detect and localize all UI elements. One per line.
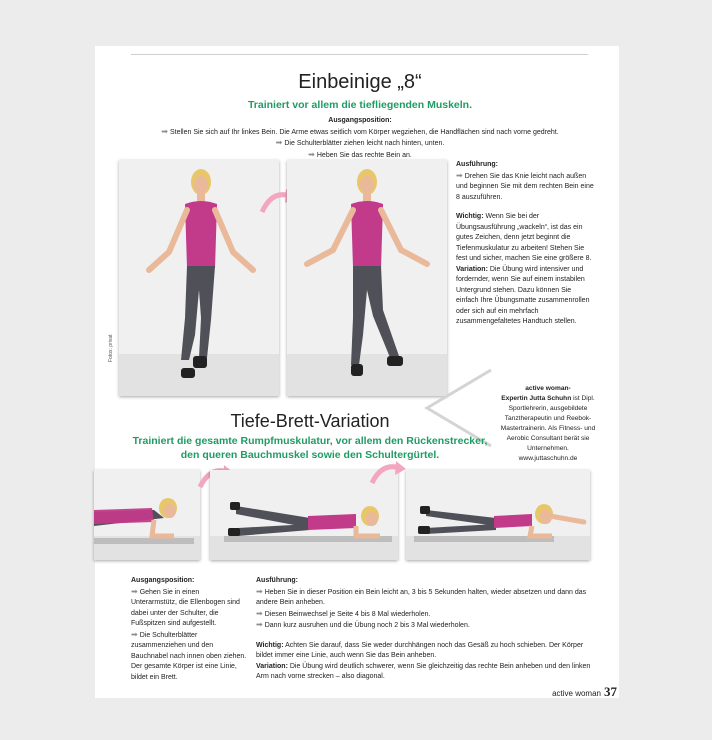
section1-start-block	[110, 116, 610, 161]
arrow-right-icon: ➡	[308, 149, 315, 159]
section1-start-line: ➡ Stellen Sie sich auf Ihr linkes Bein. Die Arme etwas seitlich vom Körper wegziehen, die Handflächen sind nach vorne gedreht.	[161, 126, 559, 136]
section1-wichtig: Wichtig: Wenn Sie bei der Übungsausführung „wackeln“, ist das ein gutes Zeichen, denn jetzt beginnt die Tiefenmuskulatur zu arbeiten! Stehen Sie fest und sicher, machen Sie eine größere 8.	[456, 213, 592, 262]
expert-bio	[494, 384, 602, 464]
section2-wichtig: Wichtig: Achten Sie darauf, dass Sie weder durchhängen noch das Gesäß zu hoch schieben. Der Körper bildet immer eine Linie, auch wenn Sie das Bein anheben.	[256, 641, 584, 659]
section2-exec-block	[256, 576, 592, 683]
photo-plank-1	[94, 470, 200, 560]
section2-start-block	[131, 576, 247, 683]
arrow-right-icon: ➡	[161, 126, 168, 136]
page-footer	[552, 684, 617, 700]
bio-url: www.juttaschuhn.de	[518, 455, 578, 462]
section1-title: Einbeinige „8“	[298, 71, 422, 93]
section1-start-line: ➡ Die Schulterblätter ziehen leicht nach hinten, unten.	[275, 138, 445, 147]
pink-arrow-icon	[368, 458, 408, 486]
section2-exec-line: ➡ Dann kurz ausruhen und die Übung noch 2 bis 3 Mal wiederholen.	[256, 620, 470, 629]
section2-start-text1: ➡ Gehen Sie in einen Unterarmstütz, die Ellenbogen sind dabei unter der Schulter, die Fußspitzen sind aufgestellt.	[131, 586, 240, 627]
photo-standing-1	[119, 160, 279, 396]
section1-subtitle: Trainiert vor allem die tiefliegenden Muskeln.	[247, 99, 473, 111]
section1-exec-block	[456, 160, 594, 328]
section1-exec-heading: Ausführung:	[456, 161, 498, 168]
arrow-right-icon: ➡	[131, 629, 138, 639]
footer-magazine: active woman	[552, 689, 601, 698]
arrow-right-icon: ➡	[275, 138, 283, 147]
arrow-right-icon: ➡	[131, 586, 138, 596]
photo-standing-2	[287, 160, 447, 396]
arrow-right-icon: ➡	[256, 620, 263, 629]
section1-exec-text: ➡ Drehen Sie das Knie leicht nach außen und beginnen Sie mit dem rechten Bein eine 8 auszuführen.	[456, 170, 594, 201]
section2-subtitle: Trainiert die gesamte Rumpfmuskulatur, vor allem den Rückenstrecker, den queren Bauchmuskel sowie den Schultergürtel.	[132, 435, 488, 461]
bio-line1: active woman-	[525, 385, 571, 392]
arrow-right-icon: ➡	[256, 608, 263, 618]
section2-exec-line: ➡ Heben Sie in dieser Position ein Bein leicht an, 3 bis 5 Sekunden halten, wieder absetzen und dann das andere Bein anheben.	[256, 586, 587, 606]
arrow-right-icon: ➡	[256, 586, 263, 596]
top-rule	[131, 54, 588, 55]
section1-variation: Variation: Die Übung wird intensiver und fordernder, wenn Sie auf einem instabilen Untergrund stehen. Dazu können Sie einfach Ihre Übungsmatte zusammenrollen oder sich auf ein mehrfach zusammengefaltetes Handtuch stellen.	[456, 265, 590, 325]
section2-exec-heading: Ausführung:	[256, 577, 298, 584]
section1-start-heading: Ausgangsposition:	[328, 117, 392, 124]
section2-variation: Variation: Die Übung wird deutlich schwerer, wenn Sie gleichzeitig das rechte Bein anheben und den linken Arm nach vorne strecken – also diagonal.	[256, 662, 591, 680]
section2-start-text2: ➡ Die Schulterblätter zusammenziehen und den Bauchnabel nach innen oben ziehen. Der gesamte Körper ist eine Linie, bildet ein Brett.	[131, 629, 247, 681]
arrow-right-icon: ➡	[456, 170, 463, 180]
bio-text: Expertin Jutta Schuhn ist Dipl. Sportlehrerin, ausgebildete Tanztherapeutin und Reebok-Mastertrainerin. Als Fitness- und Aerobic Consultant berät sie Unternehmen.	[500, 395, 596, 452]
photo-plank-3	[406, 470, 590, 560]
section1-start-line: ➡ Heben Sie das rechte Bein an.	[308, 149, 412, 159]
section2-start-heading: Ausgangsposition:	[131, 577, 195, 584]
page-number: 37	[604, 684, 617, 699]
section2-title: Tiefe-Brett-Variation	[230, 411, 390, 431]
section2-exec-line: ➡ Diesen Beinwechsel je Seite 4 bis 8 Mal wiederholen.	[256, 608, 431, 618]
photo-credit: Fotos: privat	[108, 334, 114, 362]
